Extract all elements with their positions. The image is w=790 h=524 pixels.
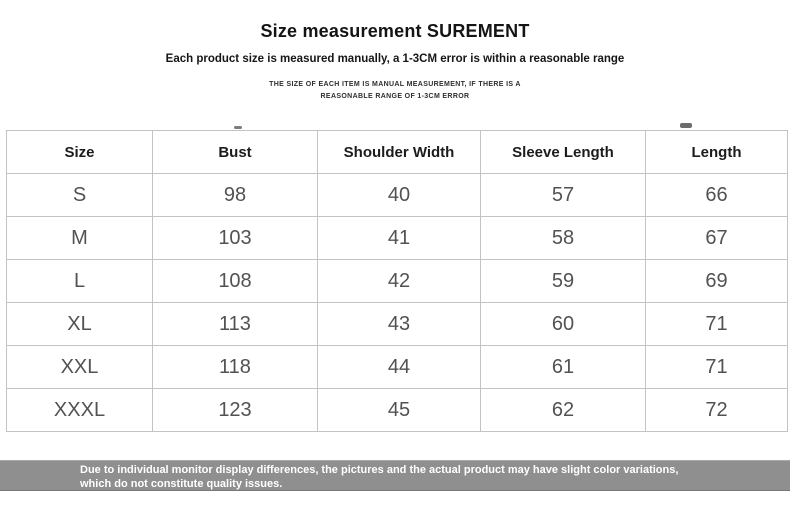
cell-sleeve-length: 57 xyxy=(481,174,646,217)
column-header-sleeve-length: Sleeve Length xyxy=(481,131,646,174)
cell-length: 66 xyxy=(646,174,788,217)
cell-shoulder-width: 45 xyxy=(318,389,481,432)
cell-sleeve-length: 58 xyxy=(481,217,646,260)
cell-bust: 118 xyxy=(153,346,318,389)
column-header-shoulder-width: Shoulder Width xyxy=(318,131,481,174)
measurement-subtitle: Each product size is measured manually, a 1-3CM error is within a reasonable range xyxy=(165,53,625,65)
cell-sleeve-length: 60 xyxy=(481,303,646,346)
cell-bust: 108 xyxy=(153,260,318,303)
disclaimer-line2: which do not constitute quality issues. xyxy=(80,478,283,490)
cell-sleeve-length: 61 xyxy=(481,346,646,389)
cell-length: 67 xyxy=(646,217,788,260)
cell-shoulder-width: 43 xyxy=(318,303,481,346)
cell-length: 72 xyxy=(646,389,788,432)
cell-bust: 103 xyxy=(153,217,318,260)
table-row-xxxl xyxy=(7,389,788,432)
cell-size: XXXL xyxy=(7,389,153,432)
table-row-s xyxy=(7,174,788,217)
cell-shoulder-width: 42 xyxy=(318,260,481,303)
table-row-m xyxy=(7,217,788,260)
cell-length: 71 xyxy=(646,346,788,389)
cell-length: 71 xyxy=(646,303,788,346)
cell-size: XL xyxy=(7,303,153,346)
size-measurement-table xyxy=(6,130,788,432)
cell-size: L xyxy=(7,260,153,303)
ink-smudge-artifact xyxy=(234,126,242,129)
cell-sleeve-length: 62 xyxy=(481,389,646,432)
ink-smudge-artifact xyxy=(680,123,692,128)
disclaimer-bar xyxy=(0,460,790,491)
cell-bust: 113 xyxy=(153,303,318,346)
disclaimer-line1: Due to individual monitor display differences, the pictures and the actual product may have slight color variations, xyxy=(80,464,679,476)
cell-size: XXL xyxy=(7,346,153,389)
measurement-note-line2: REASONABLE RANGE OF 1-3CM ERROR xyxy=(320,93,470,100)
table-row-l xyxy=(7,260,788,303)
measurement-note-line1: THE SIZE OF EACH ITEM IS MANUAL MEASUREMENT, IF THERE IS A xyxy=(269,81,521,88)
table-header-row xyxy=(7,131,788,174)
cell-bust: 98 xyxy=(153,174,318,217)
table-row-xl xyxy=(7,303,788,346)
table-row-xxl xyxy=(7,346,788,389)
column-header-length: Length xyxy=(646,131,788,174)
column-header-size: Size xyxy=(7,131,153,174)
cell-length: 69 xyxy=(646,260,788,303)
cell-bust: 123 xyxy=(153,389,318,432)
page-title: Size measurement SUREMENT xyxy=(260,21,530,41)
cell-shoulder-width: 40 xyxy=(318,174,481,217)
cell-size: M xyxy=(7,217,153,260)
cell-shoulder-width: 41 xyxy=(318,217,481,260)
column-header-bust: Bust xyxy=(153,131,318,174)
cell-sleeve-length: 59 xyxy=(481,260,646,303)
cell-size: S xyxy=(7,174,153,217)
cell-shoulder-width: 44 xyxy=(318,346,481,389)
